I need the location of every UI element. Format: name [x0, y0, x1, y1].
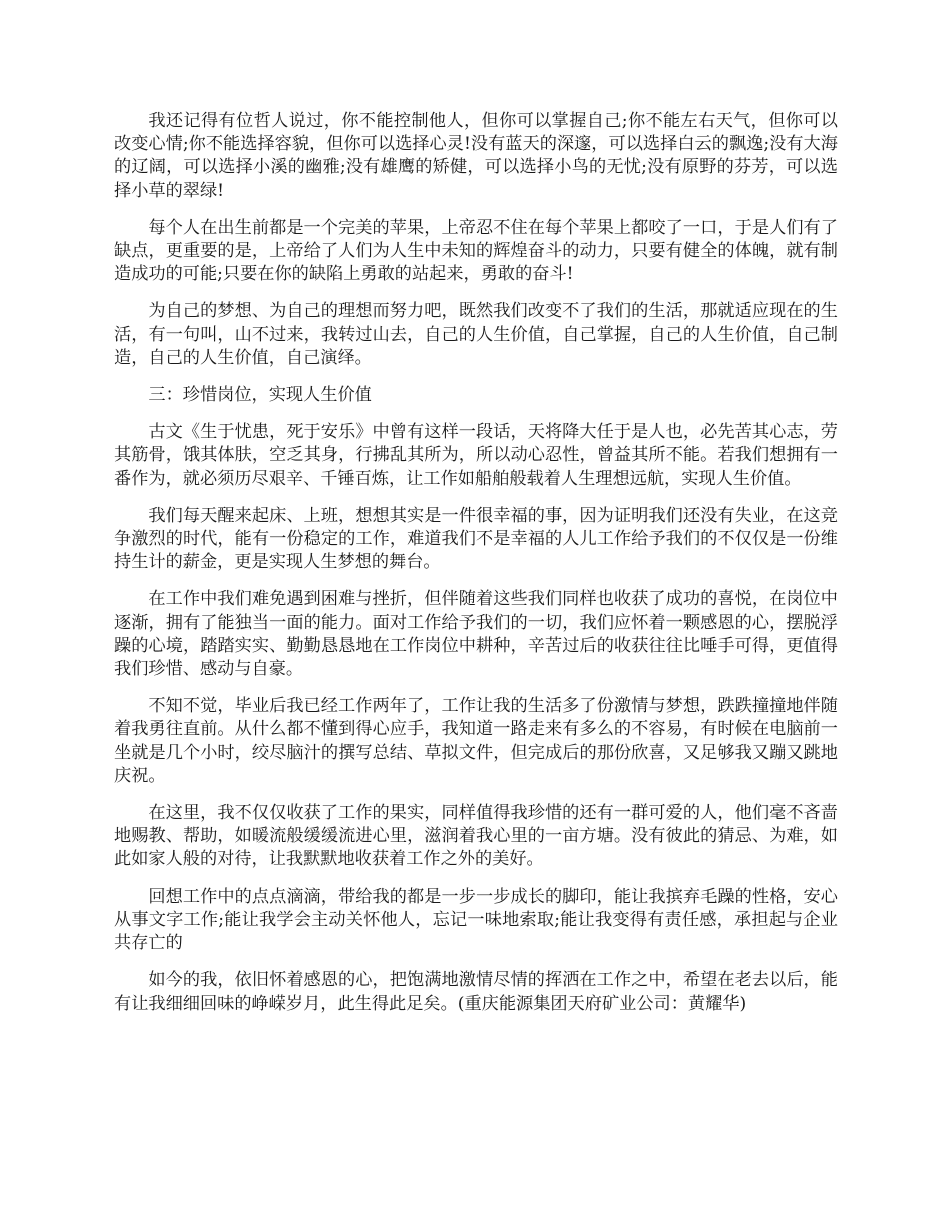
- paragraph-difficulties: 在工作中我们难免遇到困难与挫折，但伴随着这些我们同样也收获了成功的喜悦，在岗位中逐渐，拥有了能独当一面的能力。面对工作给予我们的一切，我们应怀着一颗感恩的心，摆脱浮躁的心境，踏踏实实、勤勤恳恳地在工作岗位中耕种，辛苦过后的收获往往比唾手可得，更值得我们珍惜、感动与自豪。: [114, 589, 838, 680]
- paragraph-philosopher-quote: 我还记得有位哲人说过，你不能控制他人，但你可以掌握自己;你不能左右天气，但你可以改变心情;你不能选择容貌，但你可以选择心灵!没有蓝天的深邃，可以选择白云的飘逸;没有大海的辽阔，可以选择小溪的幽雅;没有雄鹰的矫健，可以选择小鸟的无忧;没有原野的芬芳，可以选择小草的翠绿!: [114, 111, 838, 201]
- section-heading-cherish-position: 三：珍惜岗位，实现人生价值: [148, 385, 372, 406]
- paragraph-strive-for-dreams: 为自己的梦想、为自己的理想而努力吧，既然我们改变不了我们的生活，那就适应现在的生活，有一句叫，山不过来，我转过山去，自己的人生价值，自己掌握，自己的人生价值，自己制造，自己的人生价值，自己演绎。: [114, 301, 838, 368]
- paragraph-daily-work: 我们每天醒来起床、上班，想想其实是一件很幸福的事，因为证明我们还没有失业，在这竞争激烈的时代，能有一份稳定的工作，难道我们不是幸福的人儿工作给予我们的不仅仅是一份维持生计的薪金，更是实现人生梦想的舞台。: [114, 505, 838, 573]
- paragraph-reflection: 回想工作中的点点滴滴，带给我的都是一步一步成长的脚印，能让我摈弃毛躁的性格，安心从事文字工作;能让我学会主动关怀他人，忘记一味地索取;能让我变得有责任感，承担起与企业共存亡的: [114, 886, 838, 954]
- paragraph-ancient-text: 古文《生于忧患，死于安乐》中曾有这样一段话，天将降大任于是人也，必先苦其心志，劳其筋骨，饿其体肤，空乏其身，行拂乱其所为，所以动心忍性，曾益其所不能。若我们想拥有一番作为，就必须历尽艰辛、千锤百炼，让工作如船舶般载着人生理想远航，实现人生价值。: [114, 422, 838, 489]
- document-body: [114, 110, 838, 1030]
- paragraph-colleagues: 在这里，我不仅仅收获了工作的果实，同样值得我珍惜的还有一群可爱的人，他们毫不吝啬地赐教、帮助，如暖流般缓缓流进心里，滋润着我心里的一亩方塘。没有彼此的猜忌、为难，如此如家人般的对待，让我默默地收获着工作之外的美好。: [114, 803, 838, 870]
- paragraph-closing-signature: 如今的我，依旧怀着感恩的心，把饱满地激情尽情的挥洒在工作之中，希望在老去以后，能有让我细细回味的峥嵘岁月，此生得此足矣。(重庆能源集团天府矿业公司：黄耀华): [114, 970, 838, 1014]
- paragraph-perfect-apple: 每个人在出生前都是一个完美的苹果，上帝忍不住在每个苹果上都咬了一口，于是人们有了缺点，更重要的是，上帝给了人们为人生中未知的辉煌奋斗的动力，只要有健全的体魄，就有制造成功的可能;只要在你的缺陷上勇敢的站起来，勇敢的奋斗!: [114, 217, 838, 285]
- paragraph-two-years: 不知不觉，毕业后我已经工作两年了，工作让我的生活多了份激情与梦想，跌跌撞撞地伴随着我勇往直前。从什么都不懂到得心应手，我知道一路走来有多么的不容易，有时候在电脑前一坐就是几个小时，绞尽脑汁的撰写总结、草拟文件，但完成后的那份欣喜，又足够我又蹦又跳地庆祝。: [114, 696, 838, 786]
